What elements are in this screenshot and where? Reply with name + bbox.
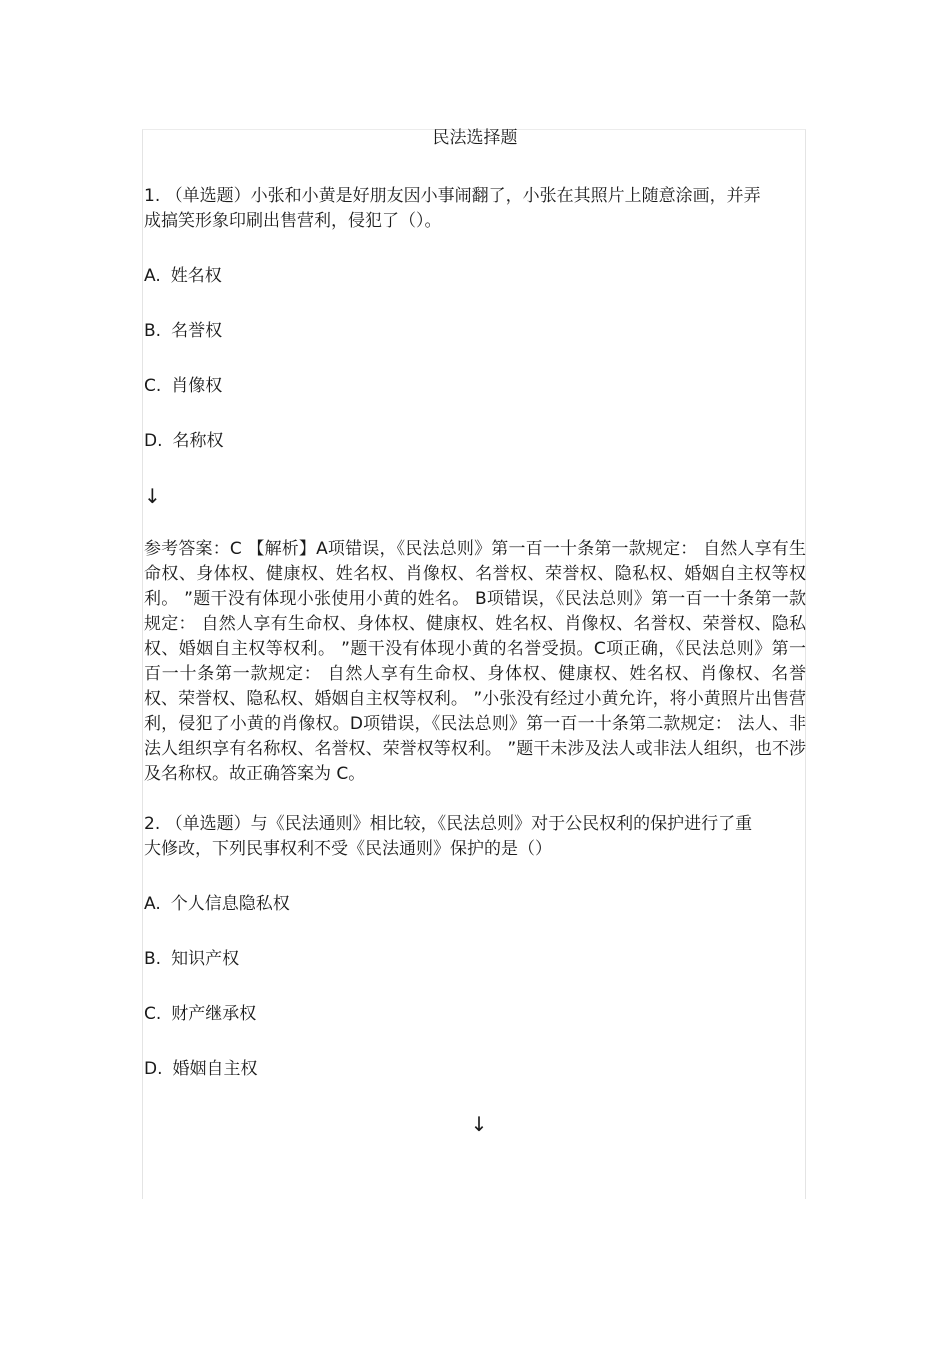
question-2-option-d (144, 1057, 806, 1082)
document-body (144, 126, 806, 1137)
option-letter: B. (144, 321, 162, 341)
option-letter: D. (144, 1059, 163, 1079)
option-text: 肖像权 (171, 376, 223, 396)
option-letter: A. (144, 266, 161, 286)
question-1-option-a (144, 264, 806, 289)
document-title: 民法选择题 (432, 128, 518, 148)
option-text: 知识产权 (171, 949, 240, 969)
option-letter: A. (144, 894, 161, 914)
question-1-option-d (144, 429, 806, 454)
option-text: 姓名权 (170, 266, 222, 286)
option-text: 婚姻自主权 (172, 1059, 258, 1079)
question-2-stem: 2. （单选题）与《民法通则》相比较，《民法总则》对于公民权利的保护进行了重大修改，下列民事权利不受《民法通则》保护的是（） (144, 814, 753, 859)
option-letter: D. (144, 431, 163, 451)
option-letter: C. (144, 1004, 162, 1024)
option-letter: C. (144, 376, 162, 396)
down-arrow-icon: ↓ (470, 1112, 488, 1136)
question-1-option-c (144, 374, 806, 399)
question-2-option-b (144, 947, 806, 972)
option-letter: B. (144, 949, 162, 969)
question-2-option-c (144, 1002, 806, 1027)
option-text: 名称权 (172, 431, 224, 451)
option-text: 财产继承权 (171, 1004, 257, 1024)
option-text: 名誉权 (171, 321, 223, 341)
option-text: 个人信息隐私权 (170, 894, 290, 914)
down-arrow-icon: ↓ (144, 484, 161, 508)
question-2-option-a (144, 892, 806, 917)
question-1-answer: 参考答案：C 【解析】A项错误，《民法总则》第一百一十条第一款规定： 自然人享有生命权、身体权、健康权、姓名权、肖像权、名誉权、荣誉权、隐私权、婚姻自主权等权利。 ”题干没有体现小张使用小黄的姓名。 B项错误，《民法总则》第一百一十条第一款规定： 自然人享有生命权、身体权、健康权、姓名权、肖像权、名誉权、荣誉权、隐私权、婚姻自主权等权利。 ”题干没有体现小黄的名誉受损。C项正确，《民法总则》第一百一十条第一款规定： 自然人享有生命权、身体权、健康权、姓名权、肖像权、名誉权、荣誉权、隐私权、婚姻自主权等权利。 ”小张没有经过小黄允许，将小黄照片出售营利，侵犯了小黄的肖像权。D项错误，《民法总则》第一百一十条第二款规定： 法人、非法人组织享有名称权、名誉权、荣誉权等权利。 ”题干未涉及法人或非法人组织，也不涉及名称权。故正确答案为 C。 (144, 539, 806, 784)
question-1-stem: 1. （单选题）小张和小黄是好朋友因小事闹翻了，小张在其照片上随意涂画，并弄成搞笑形象印刷出售营利，侵犯了（）。 (144, 186, 761, 231)
question-1-option-b (144, 319, 806, 344)
